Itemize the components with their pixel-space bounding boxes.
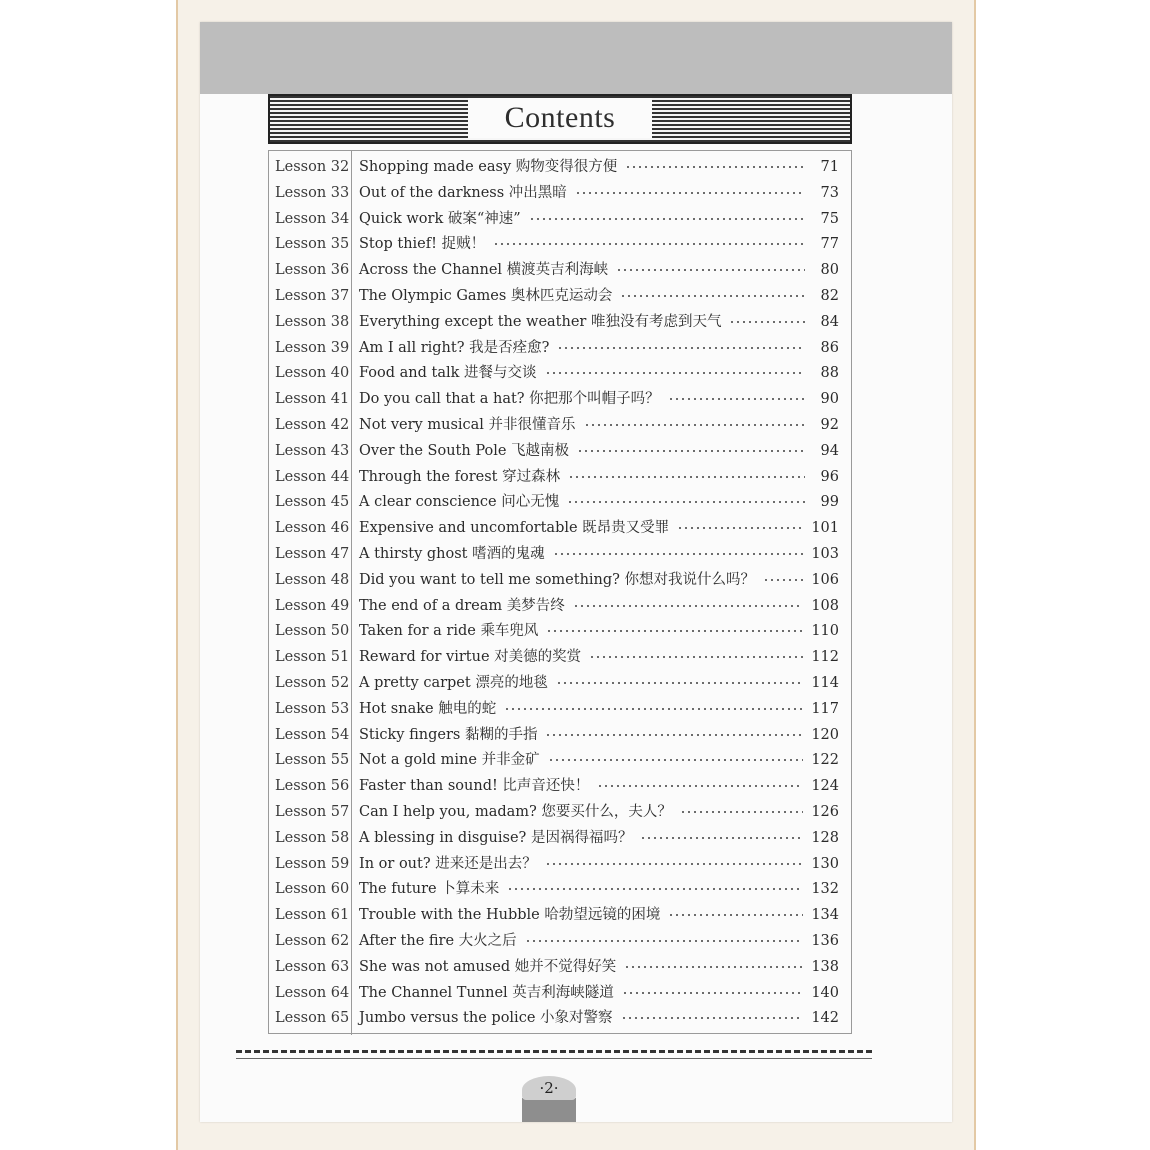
toc-page-number: 140 bbox=[811, 984, 839, 1001]
toc-row bbox=[269, 593, 853, 619]
toc-page-number: 110 bbox=[811, 623, 839, 640]
toc-lesson-number: Lesson 44 bbox=[275, 468, 350, 485]
toc-dot-leader bbox=[668, 397, 805, 401]
toc-row bbox=[269, 1005, 853, 1031]
toc-dot-leader bbox=[545, 371, 806, 375]
toc-lesson-number: Lesson 57 bbox=[275, 804, 350, 820]
toc-entry bbox=[359, 696, 839, 722]
toc-entry bbox=[359, 360, 839, 386]
toc-row bbox=[269, 825, 853, 851]
toc-row bbox=[269, 154, 853, 180]
toc-lesson-title: Not very musical 并非很懂音乐 bbox=[359, 417, 576, 433]
toc-lesson-title: In or out? 进来还是出去？ bbox=[359, 855, 537, 872]
toc-entry bbox=[359, 438, 839, 464]
toc-lesson-title: Quick work 破案“神速” bbox=[359, 210, 521, 227]
toc-page-number: 114 bbox=[811, 675, 839, 691]
toc-lesson-number: Lesson 54 bbox=[275, 726, 350, 743]
toc-lesson-number: Lesson 50 bbox=[275, 623, 350, 640]
toc-lesson-number: Lesson 32 bbox=[275, 159, 350, 175]
toc-dot-leader bbox=[507, 887, 803, 891]
toc-page-number: 77 bbox=[820, 236, 839, 253]
toc-page-number: 117 bbox=[811, 700, 839, 717]
toc-lesson-title: Reward for virtue 对美德的奖赏 bbox=[359, 649, 582, 666]
toc-lesson-number: Lesson 62 bbox=[275, 933, 350, 949]
toc-lesson-title: After the fire 大火之后 bbox=[359, 933, 517, 949]
toc-lesson-title: Trouble with the Hubble 哈勃望远镜的困境 bbox=[359, 907, 661, 924]
page-number-badge bbox=[522, 1076, 576, 1122]
toc-entry bbox=[359, 309, 839, 335]
toc-row bbox=[269, 438, 853, 464]
toc-lesson-title: The future 卜算未来 bbox=[359, 881, 500, 898]
toc-dot-leader bbox=[568, 475, 805, 479]
toc-lesson-title: Across the Channel 横渡英吉利海峡 bbox=[359, 262, 609, 279]
toc-page-number: 96 bbox=[820, 468, 839, 485]
toc-lesson-number: Lesson 49 bbox=[275, 597, 350, 614]
toc-entry bbox=[359, 670, 839, 696]
toc-dot-leader bbox=[573, 604, 804, 608]
toc-dot-leader bbox=[677, 526, 803, 530]
toc-dot-leader bbox=[493, 242, 805, 246]
toc-page-number: 92 bbox=[820, 417, 839, 433]
page-title: Contents bbox=[468, 98, 652, 138]
toc-page-number: 101 bbox=[811, 520, 839, 537]
toc-entry bbox=[359, 954, 839, 980]
toc-entry bbox=[359, 1005, 839, 1031]
toc-row bbox=[269, 567, 853, 593]
toc-dot-leader bbox=[556, 681, 803, 685]
toc-lesson-number: Lesson 47 bbox=[275, 546, 350, 562]
toc-lesson-number: Lesson 46 bbox=[275, 520, 350, 537]
toc-dot-leader bbox=[589, 655, 803, 659]
page-number: ·2· bbox=[522, 1076, 576, 1100]
toc-row bbox=[269, 773, 853, 799]
toc-entry bbox=[359, 154, 839, 180]
toc-lesson-title: Jumbo versus the police 小象对警察 bbox=[359, 1010, 613, 1027]
toc-entry bbox=[359, 283, 839, 309]
toc-page-number: 94 bbox=[820, 442, 839, 459]
toc-entry bbox=[359, 773, 839, 799]
toc-page-number: 108 bbox=[811, 597, 839, 614]
toc-page-number: 132 bbox=[811, 881, 839, 898]
toc-row bbox=[269, 670, 853, 696]
toc-page-number: 120 bbox=[811, 726, 839, 743]
toc-dot-leader bbox=[584, 423, 805, 427]
toc-row bbox=[269, 335, 853, 361]
toc-row bbox=[269, 722, 853, 748]
toc-lesson-number: Lesson 43 bbox=[275, 442, 350, 459]
toc-lesson-title: Did you want to tell me something? 你想对我说什么吗？ bbox=[359, 571, 756, 588]
toc-row bbox=[269, 928, 853, 954]
toc-page-number: 138 bbox=[811, 958, 839, 975]
toc-lesson-title: A thirsty ghost 嗜酒的鬼魂 bbox=[359, 546, 545, 562]
toc-entry bbox=[359, 851, 839, 877]
toc-entry bbox=[359, 257, 839, 283]
toc-dot-leader bbox=[529, 217, 805, 221]
toc-entry bbox=[359, 902, 839, 928]
toc-page-number: 106 bbox=[811, 571, 839, 588]
toc-page-number: 86 bbox=[820, 339, 839, 356]
toc-row bbox=[269, 799, 853, 825]
toc-lesson-number: Lesson 33 bbox=[275, 184, 350, 201]
toc-entry bbox=[359, 335, 839, 361]
toc-entry bbox=[359, 747, 839, 773]
toc-dot-leader bbox=[597, 784, 803, 788]
toc-lesson-title: Stop thief! 捉贼！ bbox=[359, 236, 486, 253]
toc-lesson-title: Over the South Pole 飞越南极 bbox=[359, 442, 570, 459]
toc-lesson-title: Expensive and uncomfortable 既昂贵又受罪 bbox=[359, 520, 670, 537]
toc-dot-leader bbox=[557, 346, 805, 350]
toc-lesson-number: Lesson 36 bbox=[275, 262, 350, 279]
toc-lesson-title: Hot snake 触电的蛇 bbox=[359, 700, 497, 717]
toc-lesson-number: Lesson 41 bbox=[275, 391, 350, 408]
toc-row bbox=[269, 876, 853, 902]
toc-lesson-title: A pretty carpet 漂亮的地毯 bbox=[359, 675, 548, 691]
toc-lesson-number: Lesson 53 bbox=[275, 700, 350, 717]
toc-dot-leader bbox=[567, 500, 805, 504]
toc-row bbox=[269, 464, 853, 490]
toc-entry bbox=[359, 489, 839, 515]
toc-lesson-number: Lesson 65 bbox=[275, 1010, 350, 1027]
toc-page-number: 130 bbox=[811, 855, 839, 872]
toc-entry bbox=[359, 876, 839, 902]
toc-lesson-number: Lesson 38 bbox=[275, 313, 350, 330]
toc-page-number: 126 bbox=[811, 804, 839, 820]
toc-lesson-title: Faster than sound! 比声音还快！ bbox=[359, 778, 590, 795]
toc-page-number: 124 bbox=[811, 778, 839, 795]
toc-entry bbox=[359, 386, 839, 412]
toc-dot-leader bbox=[668, 913, 803, 917]
toc-page-number: 136 bbox=[811, 933, 839, 949]
toc-dot-leader bbox=[680, 810, 803, 814]
toc-entry bbox=[359, 231, 839, 257]
toc-row bbox=[269, 489, 853, 515]
toc-row bbox=[269, 747, 853, 773]
toc-lesson-number: Lesson 59 bbox=[275, 855, 350, 872]
toc-lesson-title: Sticky fingers 黏糊的手指 bbox=[359, 726, 538, 743]
toc-dot-leader bbox=[640, 836, 803, 840]
toc-lesson-title: The Channel Tunnel 英吉利海峡隧道 bbox=[359, 984, 614, 1001]
toc-row bbox=[269, 851, 853, 877]
toc-row bbox=[269, 696, 853, 722]
toc-row bbox=[269, 360, 853, 386]
toc-dot-leader bbox=[763, 578, 803, 582]
toc-row bbox=[269, 206, 853, 232]
toc-lesson-number: Lesson 60 bbox=[275, 881, 350, 898]
toc-lesson-number: Lesson 64 bbox=[275, 984, 350, 1001]
toc-dot-leader bbox=[553, 552, 804, 556]
toc-lesson-title: A clear conscience 问心无愧 bbox=[359, 494, 560, 511]
toc-lesson-number: Lesson 39 bbox=[275, 339, 350, 356]
toc-dot-leader bbox=[620, 294, 805, 298]
toc-page-number: 90 bbox=[820, 391, 839, 408]
toc-lesson-title: Not a gold mine 并非金矿 bbox=[359, 752, 540, 769]
toc-lesson-title: Everything except the weather 唯独没有考虑到天气 bbox=[359, 313, 722, 330]
toc-dot-leader bbox=[504, 707, 803, 711]
toc-lesson-title: The end of a dream 美梦告终 bbox=[359, 597, 565, 614]
toc-row bbox=[269, 902, 853, 928]
toc-dot-leader bbox=[545, 862, 804, 866]
toc-page-number: 84 bbox=[820, 313, 839, 330]
toc-dot-leader bbox=[546, 629, 803, 633]
toc-row bbox=[269, 386, 853, 412]
table-of-contents bbox=[268, 150, 852, 1034]
toc-lesson-number: Lesson 45 bbox=[275, 494, 350, 511]
toc-lesson-number: Lesson 51 bbox=[275, 649, 350, 666]
toc-lesson-number: Lesson 56 bbox=[275, 778, 350, 795]
toc-lesson-title: A blessing in disguise? 是因祸得福吗？ bbox=[359, 829, 633, 846]
footer-rule bbox=[236, 1058, 872, 1059]
toc-lesson-title: Shopping made easy 购物变得很方便 bbox=[359, 159, 618, 175]
toc-row bbox=[269, 180, 853, 206]
toc-dot-leader bbox=[548, 758, 804, 762]
toc-page-number: 112 bbox=[811, 649, 839, 666]
toc-dot-leader bbox=[625, 165, 805, 169]
toc-row bbox=[269, 644, 853, 670]
toc-entry bbox=[359, 928, 839, 954]
footer-dashed-rule bbox=[236, 1050, 872, 1053]
toc-lesson-number: Lesson 34 bbox=[275, 210, 350, 227]
header-band bbox=[200, 22, 952, 94]
toc-entry bbox=[359, 412, 839, 438]
toc-lesson-number: Lesson 55 bbox=[275, 752, 350, 769]
toc-row bbox=[269, 618, 853, 644]
toc-page-number: 88 bbox=[820, 365, 839, 382]
toc-entry bbox=[359, 180, 839, 206]
toc-lesson-number: Lesson 58 bbox=[275, 829, 350, 846]
toc-entry bbox=[359, 541, 839, 567]
toc-entry bbox=[359, 567, 839, 593]
toc-dot-leader bbox=[545, 733, 803, 737]
toc-page-number: 103 bbox=[811, 546, 839, 562]
toc-lesson-title: Do you call that a hat? 你把那个叫帽子吗？ bbox=[359, 391, 660, 408]
toc-row bbox=[269, 412, 853, 438]
toc-lesson-number: Lesson 35 bbox=[275, 236, 350, 253]
toc-lesson-number: Lesson 52 bbox=[275, 675, 350, 691]
toc-row bbox=[269, 541, 853, 567]
toc-entry bbox=[359, 799, 839, 825]
contents-banner bbox=[268, 94, 852, 144]
book-page bbox=[200, 22, 952, 1122]
toc-lesson-title: Through the forest 穿过森林 bbox=[359, 468, 561, 485]
toc-dot-leader bbox=[621, 1016, 804, 1020]
toc-lesson-title: Food and talk 进餐与交谈 bbox=[359, 365, 537, 382]
toc-page-number: 134 bbox=[811, 907, 839, 924]
toc-lesson-title: Taken for a ride 乘车兜风 bbox=[359, 623, 539, 640]
toc-dot-leader bbox=[575, 191, 805, 195]
toc-page-number: 80 bbox=[820, 262, 839, 279]
toc-page-number: 71 bbox=[820, 159, 839, 175]
toc-dot-leader bbox=[616, 268, 805, 272]
toc-dot-leader bbox=[525, 939, 804, 943]
toc-lesson-number: Lesson 40 bbox=[275, 365, 350, 382]
toc-entry bbox=[359, 464, 839, 490]
toc-page-number: 82 bbox=[820, 288, 839, 304]
toc-page-number: 73 bbox=[820, 184, 839, 201]
toc-page-number: 142 bbox=[811, 1010, 839, 1027]
toc-dot-leader bbox=[729, 320, 805, 324]
toc-entry bbox=[359, 644, 839, 670]
toc-lesson-number: Lesson 42 bbox=[275, 417, 350, 433]
toc-dot-leader bbox=[624, 965, 803, 969]
toc-lesson-title: Am I all right? 我是否痊愈? bbox=[359, 339, 550, 356]
toc-row bbox=[269, 980, 853, 1006]
toc-row bbox=[269, 283, 853, 309]
toc-lesson-title: The Olympic Games 奥林匹克运动会 bbox=[359, 288, 613, 304]
toc-entry bbox=[359, 593, 839, 619]
toc-page-number: 122 bbox=[811, 752, 839, 769]
toc-lesson-number: Lesson 63 bbox=[275, 958, 350, 975]
toc-lesson-title: She was not amused 她并不觉得好笑 bbox=[359, 958, 617, 975]
toc-row bbox=[269, 515, 853, 541]
toc-page-number: 99 bbox=[820, 494, 839, 511]
toc-row bbox=[269, 309, 853, 335]
toc-entry bbox=[359, 722, 839, 748]
toc-row bbox=[269, 257, 853, 283]
toc-entry bbox=[359, 618, 839, 644]
toc-entry bbox=[359, 206, 839, 232]
toc-row bbox=[269, 231, 853, 257]
toc-entry bbox=[359, 825, 839, 851]
toc-entry bbox=[359, 980, 839, 1006]
toc-lesson-number: Lesson 37 bbox=[275, 288, 350, 304]
toc-lesson-number: Lesson 61 bbox=[275, 907, 350, 924]
toc-dot-leader bbox=[577, 449, 805, 453]
toc-row bbox=[269, 954, 853, 980]
toc-lesson-title: Can I help you, madam? 您要买什么，夫人？ bbox=[359, 804, 672, 820]
toc-page-number: 128 bbox=[811, 829, 839, 846]
page-badge-base bbox=[522, 1098, 576, 1122]
toc-page-number: 75 bbox=[820, 210, 839, 227]
toc-lesson-title: Out of the darkness 冲出黑暗 bbox=[359, 184, 567, 201]
toc-dot-leader bbox=[622, 991, 804, 995]
toc-lesson-number: Lesson 48 bbox=[275, 571, 350, 588]
toc-entry bbox=[359, 515, 839, 541]
